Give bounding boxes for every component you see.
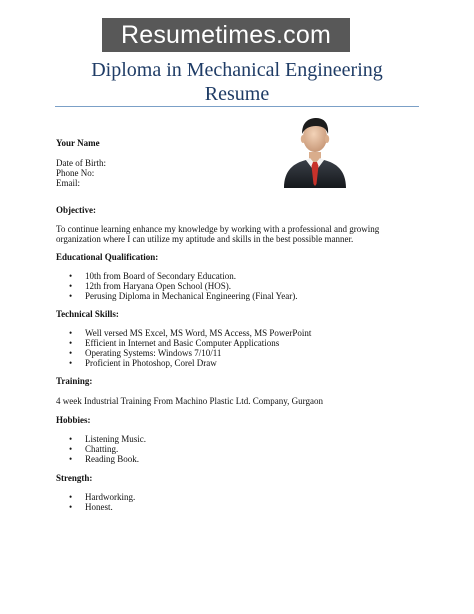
list-item: • Proficient in Photoshop, Corel Draw	[69, 358, 426, 368]
hobbies-heading: Hobbies:	[56, 415, 91, 425]
strength-heading: Strength:	[56, 473, 93, 483]
brand-watermark	[102, 18, 350, 52]
title-line-2: Resume	[204, 83, 270, 105]
list-item: • Reading Book.	[69, 454, 426, 464]
objective-text: To continue learning enhance my knowledge by working with a professional and growing organization where I can utilize my aptitude and skills in the best possible manner.	[56, 224, 380, 244]
strength-list	[56, 492, 426, 512]
title-line-1: Diploma in Mechanical Engineering	[91, 59, 383, 81]
your-name: Your Name	[56, 138, 100, 148]
training-section	[56, 376, 426, 406]
dob-label: Date of Birth:	[56, 158, 106, 168]
objective-heading: Objective:	[56, 205, 96, 215]
page-title	[0, 58, 474, 106]
list-item: • Well versed MS Excel, MS Word, MS Access, MS PowerPoint	[69, 328, 426, 338]
list-item: • 12th from Haryana Open School (HOS).	[69, 281, 426, 291]
resume-body	[56, 138, 426, 512]
training-text: 4 week Industrial Training From Machino Plastic Ltd. Company, Gurgaon	[56, 396, 323, 406]
title-divider	[55, 106, 419, 107]
contact-info	[56, 158, 426, 188]
training-heading: Training:	[56, 376, 93, 386]
list-item: • Hardworking.	[69, 492, 426, 502]
technical-skills-section	[56, 309, 426, 368]
list-item: • Honest.	[69, 502, 426, 512]
technical-heading: Technical Skills:	[56, 309, 119, 319]
hobbies-section	[56, 415, 426, 464]
hobbies-list	[56, 434, 426, 464]
objective-section	[56, 205, 426, 244]
list-item: • Efficient in Internet and Basic Computer Applications	[69, 338, 426, 348]
education-heading: Educational Qualification:	[56, 252, 159, 262]
list-item: • 10th from Board of Secondary Education.	[69, 271, 426, 281]
education-list	[56, 271, 426, 301]
list-item: • Perusing Diploma in Mechanical Engineering (Final Year).	[69, 291, 426, 301]
brand-text: Resumetimes.com	[121, 20, 331, 49]
list-item: • Listening Music.	[69, 434, 426, 444]
education-section	[56, 252, 426, 301]
list-item: • Operating Systems: Windows 7/10/11	[69, 348, 426, 358]
phone-label: Phone No:	[56, 168, 95, 178]
list-item: • Chatting.	[69, 444, 426, 454]
email-label: Email:	[56, 178, 80, 188]
strength-section	[56, 473, 426, 512]
technical-list	[56, 328, 426, 368]
